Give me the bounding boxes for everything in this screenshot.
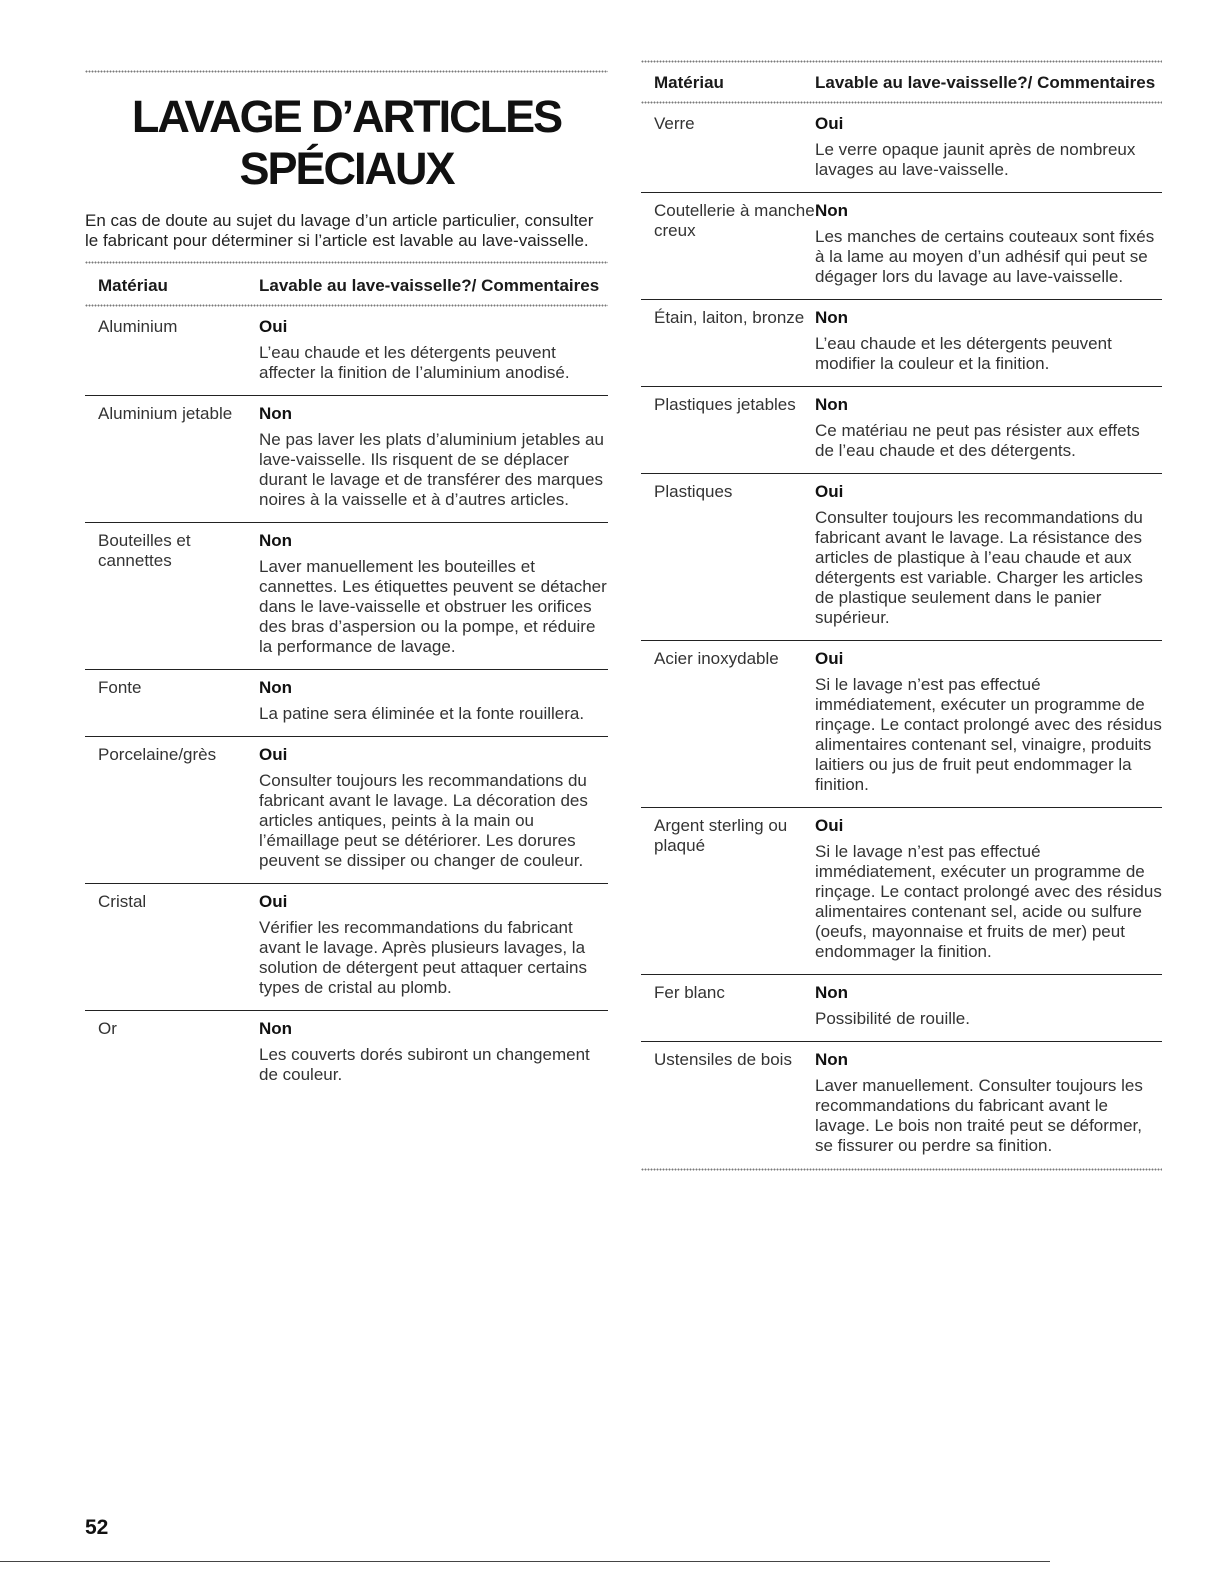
material-cell: Coutellerie à manche creux (654, 201, 815, 240)
comment-text: Consulter toujours les recommandations du fabricant avant le lavage. La résistance des articles de plastique à l’eau chaude et aux détergents est variable. Charger les articles de plastique seulement dans le panier supérieur. (815, 508, 1143, 627)
material-cell: Plastiques (654, 482, 733, 501)
comment-text: L’eau chaude et les détergents peuvent modifier la couleur et la finition. (815, 334, 1112, 373)
comment-text: Ce matériau ne peut pas résister aux effets de l’eau chaude et des détergents. (815, 421, 1140, 460)
left-table-body (85, 309, 608, 1097)
material-cell: Verre (654, 114, 695, 133)
comment-text: Ne pas laver les plats d’aluminium jetables au lave-vaisselle. Ils risquent de se déplacer durant le lavage et de transférer des marques noires à la vaisselle et à d’autres articles. (259, 430, 604, 509)
answer-cell (815, 816, 1162, 962)
table-row (85, 884, 608, 1010)
comment-text: Le verre opaque jaunit après de nombreux lavages au lave-vaisselle. (815, 140, 1136, 179)
table-row (641, 106, 1162, 192)
top-dotted-rule (85, 70, 608, 75)
table-row (641, 300, 1162, 386)
table-row (641, 808, 1162, 974)
answer-cell (259, 678, 608, 724)
comment-text: Consulter toujours les recommandations du fabricant avant le lavage. La décoration des articles antiques, peints à la main ou l’émaillage peut se détériorer. Les dorures peuvent se dissiper ou changer de couleur. (259, 771, 588, 870)
material-cell: Argent sterling ou plaqué (654, 816, 788, 855)
answer-cell (259, 531, 608, 657)
answer-cell (815, 395, 1162, 461)
comment-text: Possibilité de rouille. (815, 1009, 970, 1028)
answer-cell (259, 745, 608, 871)
verdict-label: Non (259, 531, 293, 550)
material-cell: Fer blanc (654, 983, 725, 1002)
table-row (85, 523, 608, 669)
answer-cell (815, 1050, 1162, 1156)
verdict-label: Non (815, 201, 849, 220)
material-cell: Cristal (98, 892, 147, 911)
answer-cell (259, 317, 608, 383)
answer-cell (815, 114, 1162, 180)
verdict-label: Non (815, 395, 849, 414)
table-row (641, 641, 1162, 807)
verdict-label: Non (259, 404, 293, 423)
material-cell: Acier inoxydable (654, 649, 779, 668)
answer-cell (259, 892, 608, 998)
header-comments: Lavable au lave-vaisselle?/ Commentaires (815, 73, 1156, 92)
material-cell: Aluminium jetable (98, 404, 233, 423)
left-column (85, 0, 608, 1097)
page-title: LAVAGE D’ARTICLES SPÉCIAUX (131, 91, 562, 194)
material-cell: Fonte (98, 678, 142, 697)
material-cell: Aluminium (98, 317, 178, 336)
verdict-label: Oui (259, 745, 288, 764)
material-cell: Étain, laiton, bronze (654, 308, 805, 327)
comment-text: La patine sera éliminée et la fonte rouillera. (259, 704, 585, 723)
page-number: 52 (85, 1516, 109, 1539)
intro-paragraph: En cas de doute au sujet du lavage d’un article particulier, consulter le fabricant pour déterminer si l’article est lavable au lave-vaisselle. (85, 211, 594, 250)
verdict-label: Oui (815, 114, 844, 133)
verdict-label: Non (815, 1050, 849, 1069)
header-material: Matériau (654, 73, 724, 92)
answer-cell (815, 983, 1162, 1029)
verdict-label: Non (815, 983, 849, 1002)
verdict-label: Oui (259, 892, 288, 911)
verdict-label: Oui (815, 649, 844, 668)
table-bottom-dotted-rule (641, 1168, 1162, 1173)
answer-cell (815, 201, 1162, 287)
table-row (85, 670, 608, 736)
comment-text: Les manches de certains couteaux sont fixés à la lame au moyen d’un adhésif qui peut se dégager lors du lavage au lave-vaisselle. (815, 227, 1155, 286)
comment-text: Laver manuellement. Consulter toujours les recommandations du fabricant avant le lavage. Le bois non traité peut se déformer, se fissurer ou perdre sa finition. (815, 1076, 1143, 1155)
bottom-rule (0, 1561, 1050, 1562)
verdict-label: Oui (815, 816, 844, 835)
material-cell: Porcelaine/grès (98, 745, 217, 764)
table-row (85, 1011, 608, 1097)
table-row (85, 396, 608, 522)
answer-cell (815, 482, 1162, 628)
table-row (641, 474, 1162, 640)
right-table-body (641, 106, 1162, 1173)
table-row (641, 1042, 1162, 1168)
table-row (85, 737, 608, 883)
comment-text: Laver manuellement les bouteilles et cannettes. Les étiquettes peuvent se détacher dans le lave-vaisselle et obstruer les orifices des bras d’aspersion ou la pompe, et réduire la performance de lavage. (259, 557, 607, 656)
table-row (641, 387, 1162, 473)
right-table-header (641, 65, 1162, 101)
table-row (641, 193, 1162, 299)
material-cell: Plastiques jetables (654, 395, 796, 414)
header-material: Matériau (98, 276, 168, 295)
table-row (641, 975, 1162, 1041)
answer-cell (815, 649, 1162, 795)
comment-text: Vérifier les recommandations du fabricant avant le lavage. Après plusieurs lavages, la solution de détergent peut attaquer certains types de cristal au plomb. (259, 918, 587, 997)
material-cell: Bouteilles et cannettes (98, 531, 191, 570)
right-column (641, 0, 1162, 1173)
comment-text: L’eau chaude et les détergents peuvent affecter la finition de l’aluminium anodisé. (259, 343, 570, 382)
verdict-label: Oui (259, 317, 288, 336)
answer-cell (259, 404, 608, 510)
verdict-label: Non (815, 308, 849, 327)
table-header (85, 266, 608, 304)
answer-cell (815, 308, 1162, 374)
verdict-label: Non (259, 678, 293, 697)
verdict-label: Non (259, 1019, 293, 1038)
answer-cell (259, 1019, 608, 1085)
table-row (85, 309, 608, 395)
material-cell: Or (98, 1019, 117, 1038)
material-cell: Ustensiles de bois (654, 1050, 792, 1069)
comment-text: Les couverts dorés subiront un changement de couleur. (259, 1045, 590, 1084)
comment-text: Si le lavage n’est pas effectué immédiatement, exécuter un programme de rinçage. Le contact prolongé avec des résidus alimentaires contenant sel, acide ou sulfure (oeufs, mayonnaise et fruits de mer) peut endommager la finition. (815, 842, 1162, 961)
comment-text: Si le lavage n’est pas effectué immédiatement, exécuter un programme de rinçage. Le contact prolongé avec des résidus alimentaires contenant sel, vinaigre, produits laitiers ou jus de fruit peut endommager la finition. (815, 675, 1162, 794)
header-comments: Lavable au lave-vaisselle?/ Commentaires (259, 276, 600, 295)
verdict-label: Oui (815, 482, 844, 501)
